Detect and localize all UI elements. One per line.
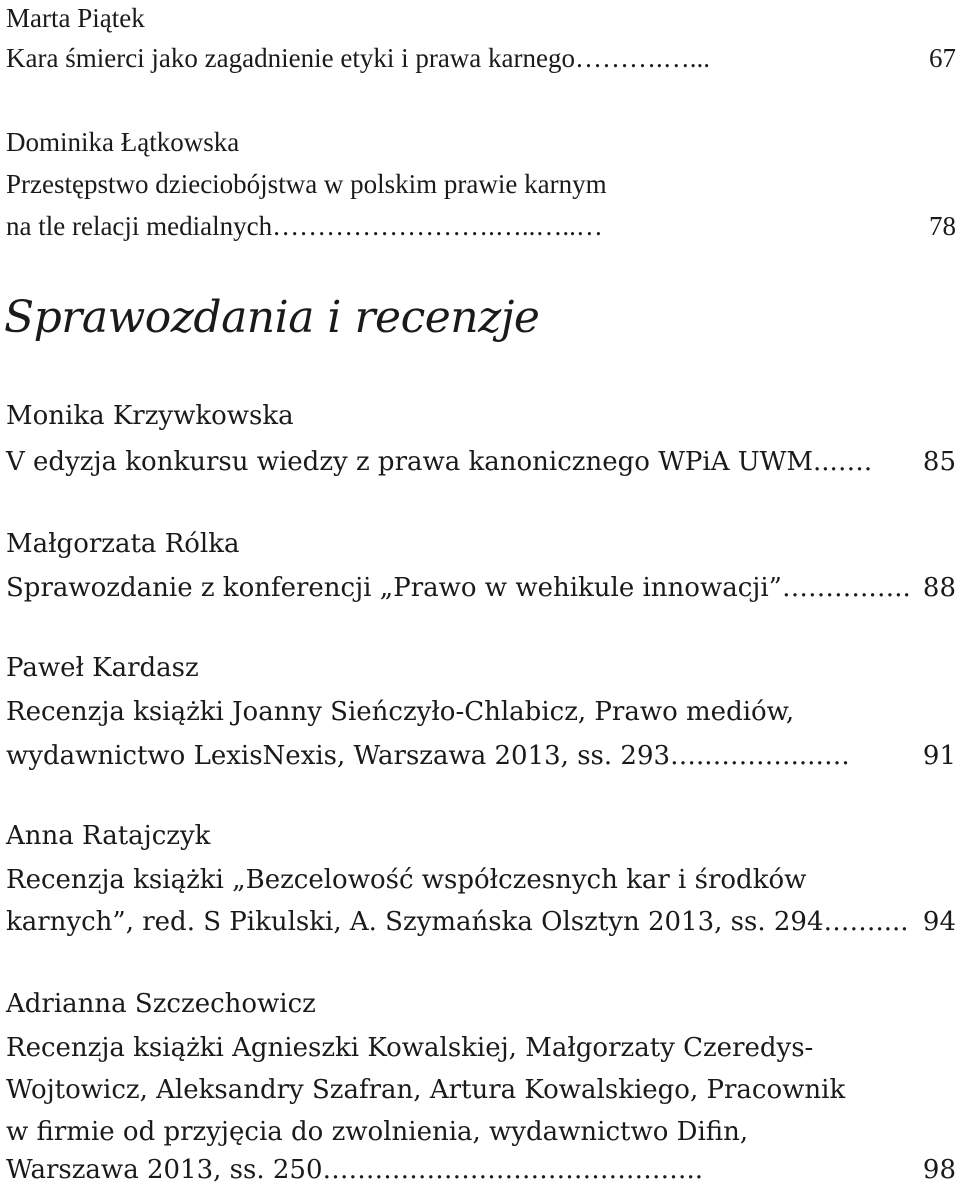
toc-entry-line bbox=[6, 570, 956, 606]
toc-title: Recenzja książki Joanny Sieńczyło-Chlabicz, Prawo mediów, bbox=[6, 697, 795, 727]
toc-author: Anna Ratajczyk bbox=[6, 821, 211, 851]
toc-title: Przestępstwo dzieciobójstwa w polskim prawie karnym bbox=[6, 169, 607, 199]
toc-title: Warszawa 2013, ss. 250 bbox=[6, 1155, 323, 1185]
toc-leader: ……….…... bbox=[575, 43, 710, 73]
toc-author: Monika Krzywkowska bbox=[6, 401, 294, 431]
toc-title: na tle relacji medialnych bbox=[6, 211, 273, 241]
toc-author: Adrianna Szczechowicz bbox=[6, 989, 316, 1019]
toc-leader: …..………...…. bbox=[670, 741, 850, 771]
toc-title: w firmie od przyjęcia do zwolnienia, wydawnictwo Difin, bbox=[6, 1117, 749, 1147]
toc-author: Paweł Kardasz bbox=[6, 653, 199, 683]
toc-entry-line bbox=[6, 904, 956, 940]
toc-title: Kara śmierci jako zagadnienie etyki i prawa karnego bbox=[6, 43, 575, 73]
toc-leader: ...…. bbox=[813, 447, 873, 477]
toc-leader: …………………….…..…..… bbox=[272, 211, 603, 241]
toc-leader: …………………………………….. bbox=[322, 1155, 704, 1185]
toc-entry-line bbox=[6, 208, 956, 244]
toc-title: wydawnictwo LexisNexis, Warszawa 2013, ss. 293 bbox=[6, 741, 671, 771]
toc-author: Marta Piątek bbox=[6, 3, 145, 33]
toc-page-number: 98 bbox=[922, 1155, 956, 1185]
toc-page-number: 78 bbox=[929, 211, 956, 241]
toc-title: karnych”, red. S Pikulski, A. Szymańska Olsztyn 2013, ss. 294 bbox=[6, 907, 824, 937]
toc-leader: …….... bbox=[823, 907, 909, 937]
toc-page-number: 91 bbox=[922, 741, 956, 771]
toc-entry-line bbox=[6, 444, 956, 480]
toc-entry-line bbox=[6, 738, 956, 774]
toc-entry-line bbox=[6, 1152, 956, 1188]
toc-title: Sprawozdanie z konferencji „Prawo w wehikule innowacji” bbox=[6, 573, 782, 603]
toc-page-number: 85 bbox=[922, 447, 956, 477]
toc-page-number: 67 bbox=[929, 43, 956, 73]
toc-title: Wojtowicz, Aleksandry Szafran, Artura Kowalskiego, Pracownik bbox=[6, 1075, 846, 1105]
toc-leader: ……….….. bbox=[781, 573, 911, 603]
toc-entry-line bbox=[6, 40, 956, 76]
toc-page-number: 94 bbox=[922, 907, 956, 937]
toc-title: Recenzja książki Agnieszki Kowalskiej, Małgorzaty Czeredys- bbox=[6, 1033, 814, 1063]
toc-page-number: 88 bbox=[922, 573, 956, 603]
toc-title: Recenzja książki „Bezcelowość współczesnych kar i środków bbox=[6, 865, 807, 895]
section-heading: Sprawozdania i recenzje bbox=[4, 292, 540, 343]
toc-author: Dominika Łątkowska bbox=[6, 127, 240, 157]
toc-author: Małgorzata Rólka bbox=[6, 529, 240, 559]
toc-title: V edyzja konkursu wiedzy z prawa kanonicznego WPiA UWM bbox=[6, 447, 814, 477]
